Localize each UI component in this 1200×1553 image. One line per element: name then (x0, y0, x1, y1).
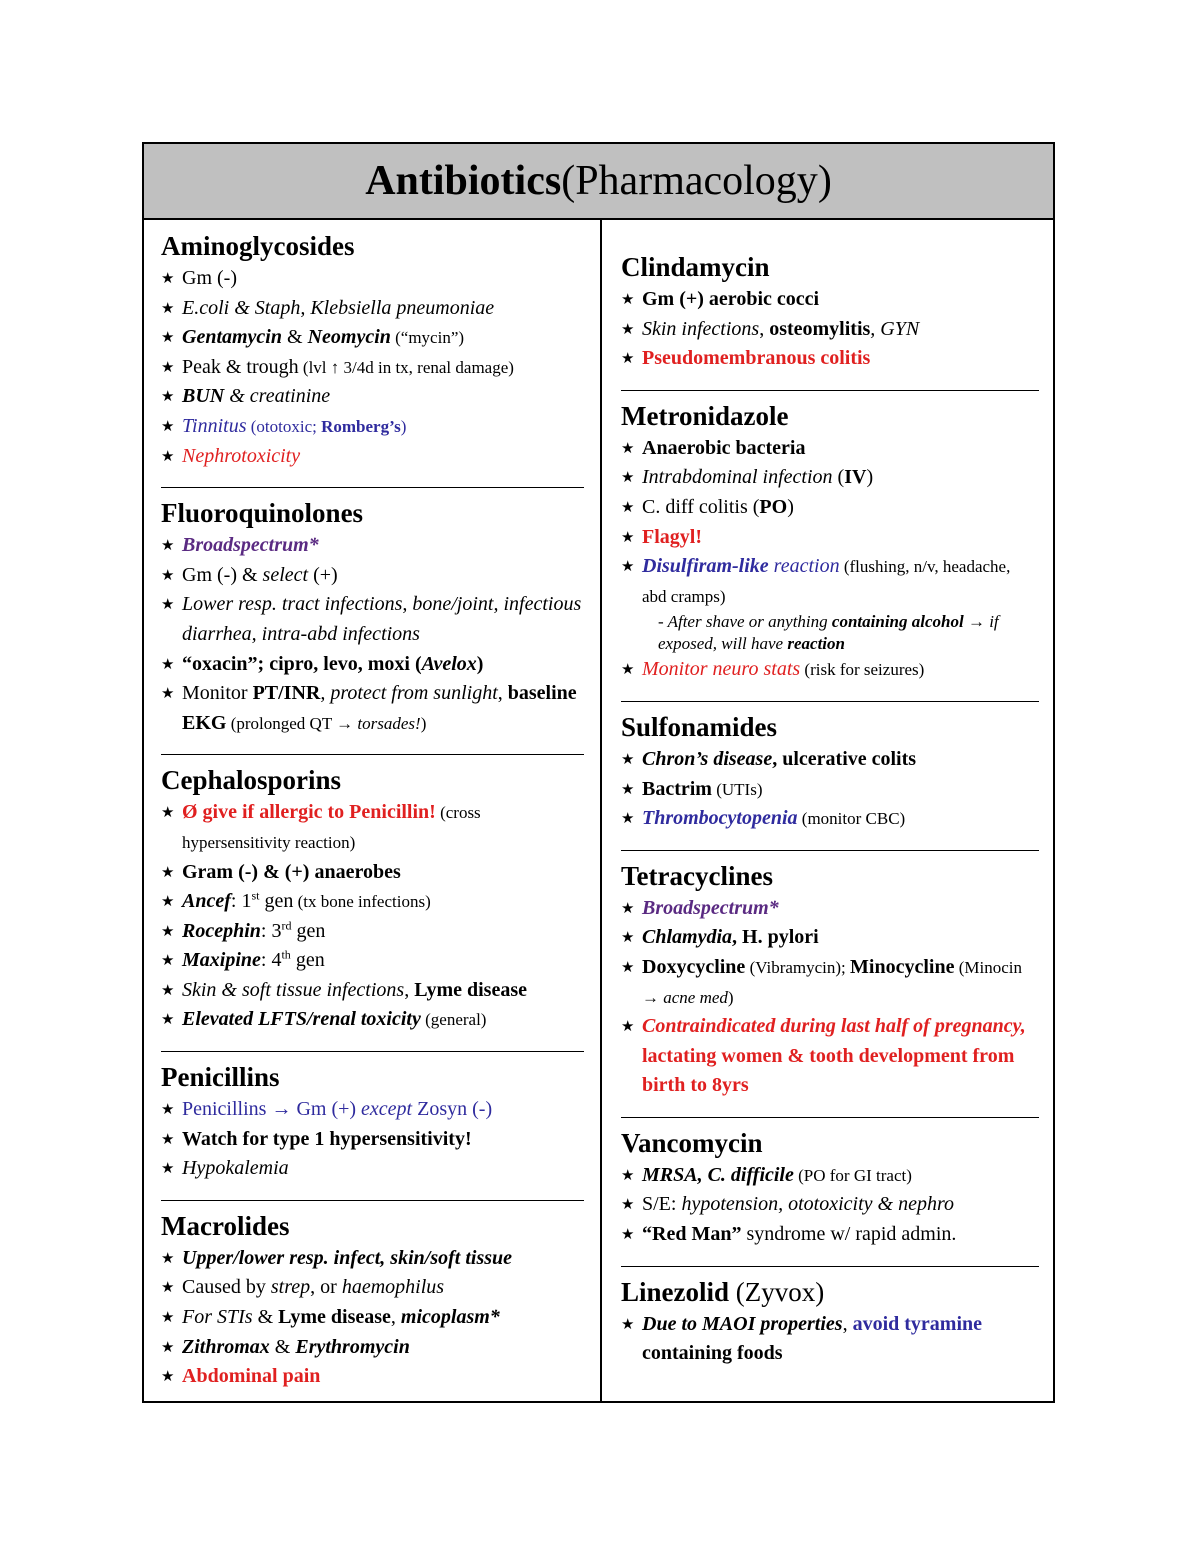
list-item: ★ Gram (-) & (+) anaerobes (161, 858, 584, 888)
section-vancomycin (621, 1125, 1039, 1267)
list-item: ★ Broadspectrum* (161, 531, 584, 561)
right-column (604, 218, 1053, 1401)
list-item: ★ Thrombocytopenia (monitor CBC) (621, 804, 1039, 834)
list-item: ★ Anaerobic bacteria (621, 434, 1039, 464)
section-heading: Cephalosporins (161, 765, 342, 796)
list-item: ★ Flagyl! (621, 523, 1039, 553)
list-item: ★ Contraindicated during last half of pregnancy, lactating women & tooth development from birth to 8yrs (621, 1012, 1039, 1101)
section-heading: Penicillins (161, 1062, 280, 1093)
section-heading: Vancomycin (621, 1127, 763, 1158)
list-item: ★ For STIs & Lyme disease, micoplasm* (161, 1303, 584, 1333)
list-item: ★ Nephrotoxicity (161, 442, 584, 472)
list-item: ★ Peak & trough (lvl ↑ 3/4d in tx, renal damage) (161, 353, 584, 383)
list-item: ★ Gm (-) & select (+) (161, 561, 584, 591)
section-heading: Aminoglycosides (161, 231, 355, 261)
list-item: ★ Abdominal pain (161, 1362, 584, 1392)
list-item: ★ Skin & soft tissue infections, Lyme disease (161, 976, 584, 1006)
list-item: ★ BUN & creatinine (161, 382, 584, 412)
section-macrolides (161, 1208, 584, 1408)
list-item: ★ Ancef: 1st gen (tx bone infections) (161, 887, 584, 917)
page-title (144, 144, 1053, 220)
list-item: ★ Chlamydia, H. pylori (621, 923, 1039, 953)
list-item: ★ S/E: hypotension, ototoxicity & nephro (621, 1190, 1039, 1220)
list-item: ★ Monitor neuro stats (risk for seizures) (621, 655, 1039, 685)
section-heading: Sulfonamides (621, 711, 778, 742)
list-item: ★ “Red Man” syndrome w/ rapid admin. (621, 1220, 1039, 1250)
section-metronidazole (621, 398, 1039, 702)
list-item: ★ Gm (+) aerobic cocci (621, 285, 1039, 315)
sub-item: - After shave or anything containing alcohol → if exposed, will have reaction (658, 612, 999, 654)
title-sub: Pharmacology (575, 158, 818, 204)
section-heading: Linezolid (Zyvox) (621, 1276, 825, 1307)
section-fluoroquinolones (161, 495, 584, 755)
section-heading: Metronidazole (621, 400, 789, 431)
list-item: ★ Gm (-) (161, 264, 584, 294)
title-paren: ) (817, 158, 832, 204)
title-main: Antibiotics (365, 158, 562, 204)
list-item: ★ “oxacin”; cipro, levo, moxi (Avelox) (161, 650, 584, 680)
list-item: ★ Gentamycin & Neomycin (“mycin”) (161, 323, 584, 353)
list-item: ★ Caused by strep, or haemophilus (161, 1273, 584, 1303)
section-heading: Clindamycin (621, 252, 770, 282)
section-heading: Fluoroquinolones (161, 498, 364, 529)
list-item: ★ Pseudomembranous colitis (621, 344, 1039, 374)
section-clindamycin (621, 249, 1039, 391)
section-tetracyclines (621, 858, 1039, 1118)
section-sulfonamides (621, 709, 1039, 851)
list-item: ★ Zithromax & Erythromycin (161, 1333, 584, 1363)
section-aminoglycosides (161, 228, 584, 488)
list-item: ★ Penicillins → Gm (+) except Zosyn (-) (161, 1095, 584, 1125)
list-item: ★ Intrabdominal infection (IV) (621, 463, 1039, 493)
list-item: ★ MRSA, C. difficile (PO for GI tract) (621, 1161, 1039, 1191)
section-heading: Macrolides (161, 1210, 290, 1241)
list-item: ★ Skin infections, osteomylitis, GYN (621, 315, 1039, 345)
section-penicillins (161, 1059, 584, 1201)
list-item: ★ Lower resp. tract infections, bone/joint, infectious diarrhea, intra-abd infections (161, 590, 584, 649)
list-item: ★ E.coli & Staph, Klebsiella pneumoniae (161, 294, 584, 324)
list-item: ★ Watch for type 1 hypersensitivity! (161, 1125, 584, 1155)
list-item: ★ Tinnitus (ototoxic; Romberg’s) (161, 412, 584, 442)
list-item: ★ Ø give if allergic to Penicillin! (cross hypersensitivity reaction) (161, 798, 584, 857)
list-item: ★ Broadspectrum* (621, 894, 1039, 924)
title-paren: ( (561, 158, 576, 204)
list-item: ★ Doxycycline (Vibramycin); Minocycline (Minocin → acne med) (621, 953, 1039, 1012)
list-item: ★ C. diff colitis (PO) (621, 493, 1039, 523)
list-item: ★ Maxipine: 4th gen (161, 946, 584, 976)
list-item: ★ Disulfiram-like reaction (flushing, n/v, headache, abd cramps) - After shave or anything containing alcohol → if exposed, will have reaction (621, 552, 1039, 655)
cheat-sheet (142, 142, 1055, 1403)
list-item: ★ Bactrim (UTIs) (621, 775, 1039, 805)
list-item: ★ Hypokalemia (161, 1154, 584, 1184)
left-column (144, 218, 602, 1401)
section-heading: Tetracyclines (621, 860, 773, 891)
section-cephalosporins (161, 762, 584, 1052)
list-item: ★ Elevated LFTS/renal toxicity (general) (161, 1005, 584, 1035)
list-item: ★ Chron’s disease, ulcerative colits (621, 745, 1039, 775)
section-linezolid (621, 1274, 1039, 1385)
list-item: ★ Monitor PT/INR, protect from sunlight, baseline EKG (prolonged QT → torsades!) (161, 679, 584, 738)
list-item: ★ Rocephin: 3rd gen (161, 917, 584, 947)
list-item: ★ Due to MAOI properties, avoid tyramine containing foods (621, 1310, 1039, 1369)
list-item: ★ Upper/lower resp. infect, skin/soft tissue (161, 1244, 584, 1274)
